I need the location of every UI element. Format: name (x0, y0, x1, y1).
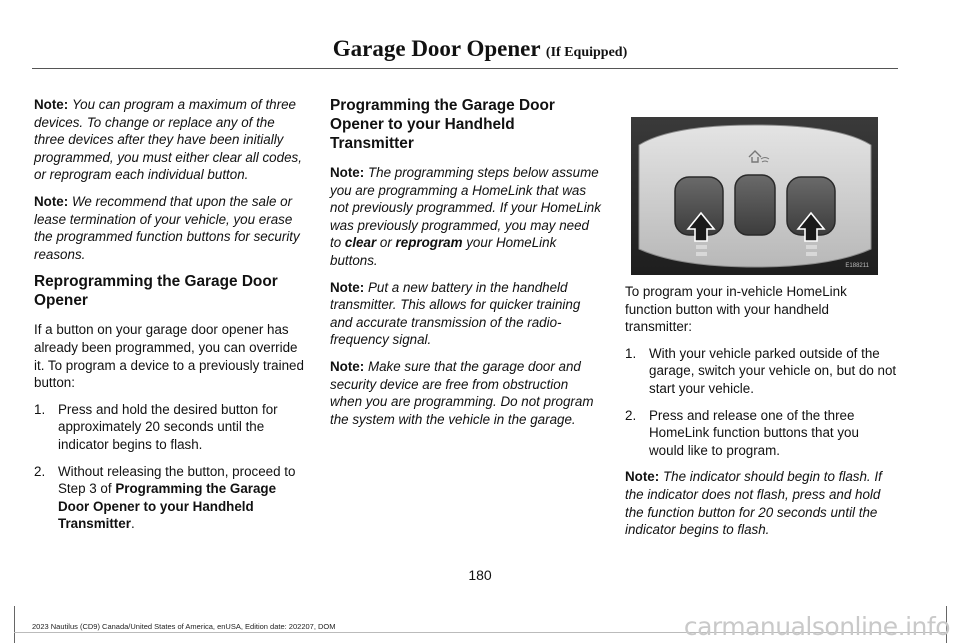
note-text: Make sure that the garage door and security device are free from obstruction when you are programming. Do not program the system with the vehicle in the garage. (330, 358, 594, 427)
list-item (625, 407, 897, 460)
section-heading-programming: Programming the Garage Door Opener to your Handheld Transmitter (330, 97, 555, 152)
step-number: 2. (625, 407, 637, 423)
homelink-illustration (631, 117, 878, 275)
header-divider (32, 68, 898, 69)
note-obstruction (330, 358, 602, 428)
edition-footer: 2023 Nautilus (CD9) Canada/United States of America, enUSA, Edition date: 202207, DOM (32, 622, 336, 631)
note-text: or (376, 235, 396, 251)
programming-steps (625, 345, 897, 460)
step-text: Without releasing the button, proceed to Step 3 of (58, 463, 296, 497)
note-text: We recommend that upon the sale or lease termination of your vehicle, you erase the programmed function buttons for security reasons. (34, 193, 300, 262)
arrow-stem-marker (806, 245, 817, 249)
note-text: Put a new battery in the handheld transmitter. This allows for quicker training and accurate transmission of the radio-frequency signal. (330, 279, 581, 348)
note-label: Note: (625, 469, 660, 485)
figure-code: E188211 (845, 263, 869, 269)
step-number: 1. (34, 401, 46, 417)
arrow-stem-marker (806, 252, 817, 256)
reprogramming-steps (34, 401, 306, 533)
programming-intro: To program your in-vehicle HomeLink function button with your handheld transmitter: (625, 284, 847, 335)
step-text: With your vehicle parked outside of the garage, switch your vehicle on, but do not start your vehicle. (649, 345, 897, 396)
column-middle (330, 96, 602, 437)
note-label: Note: (330, 358, 365, 374)
page-number: 180 (468, 567, 492, 583)
note-previously-programmed (330, 164, 602, 270)
cross-reference-link: Programming the Garage Door Opener to your Handheld Transmitter (58, 481, 277, 532)
list-item (34, 463, 306, 533)
page-header-title (0, 36, 960, 62)
arrow-stem-marker (696, 252, 707, 256)
homelink-button-2 (735, 175, 775, 235)
step-number: 1. (625, 345, 637, 361)
column-left (34, 96, 306, 542)
column-right (625, 283, 897, 548)
watermark: carmanualsonline.info (683, 612, 950, 641)
note-new-battery (330, 279, 602, 349)
step-text: Press and hold the desired button for approximately 20 seconds until the indicator begins to flash. (58, 401, 278, 452)
list-item (625, 345, 897, 398)
header-title-text: Garage Door Opener (332, 36, 541, 61)
note-emphasis-clear: clear (344, 235, 377, 251)
step-text-end: . (130, 516, 135, 532)
note-max-devices (34, 96, 306, 184)
note-label: Note: (330, 279, 365, 295)
homelink-buttons-figure (631, 117, 878, 275)
header-subtitle: (If Equipped) (545, 45, 628, 60)
note-indicator-flash (625, 468, 897, 538)
note-label: Note: (330, 165, 365, 180)
note-label: Note: (34, 97, 69, 112)
list-item (34, 401, 306, 454)
note-erase-on-sale (34, 193, 306, 263)
step-number: 2. (34, 463, 46, 479)
note-emphasis-reprogram: reprogram (395, 235, 463, 251)
note-text: You can program a maximum of three devices. To change or replace any of the three devices after they have been initially programmed, you must either clear all codes, or reprogram each individual button. (34, 97, 302, 183)
step-text: Press and release one of the three HomeLink function buttons that you would like to program. (649, 407, 859, 458)
note-text: The programming steps below assume you are programming a HomeLink that was not previously programmed. If your HomeLink was previously programmed, you may need to (330, 165, 601, 251)
crop-mark-left (14, 606, 15, 643)
note-label: Note: (34, 193, 69, 209)
note-text: your HomeLink buttons. (330, 235, 557, 268)
note-text: The indicator should begin to flash. If the indicator does not flash, press and hold the function button for 20 seconds until the indicator begins to flash. (625, 469, 882, 538)
arrow-stem-marker (696, 245, 707, 249)
reprogramming-intro: If a button on your garage door opener has already been programmed, you can override it. To program a device to a previously trained button: (34, 322, 304, 391)
section-heading-reprogramming: Reprogramming the Garage Door Opener (34, 273, 278, 310)
